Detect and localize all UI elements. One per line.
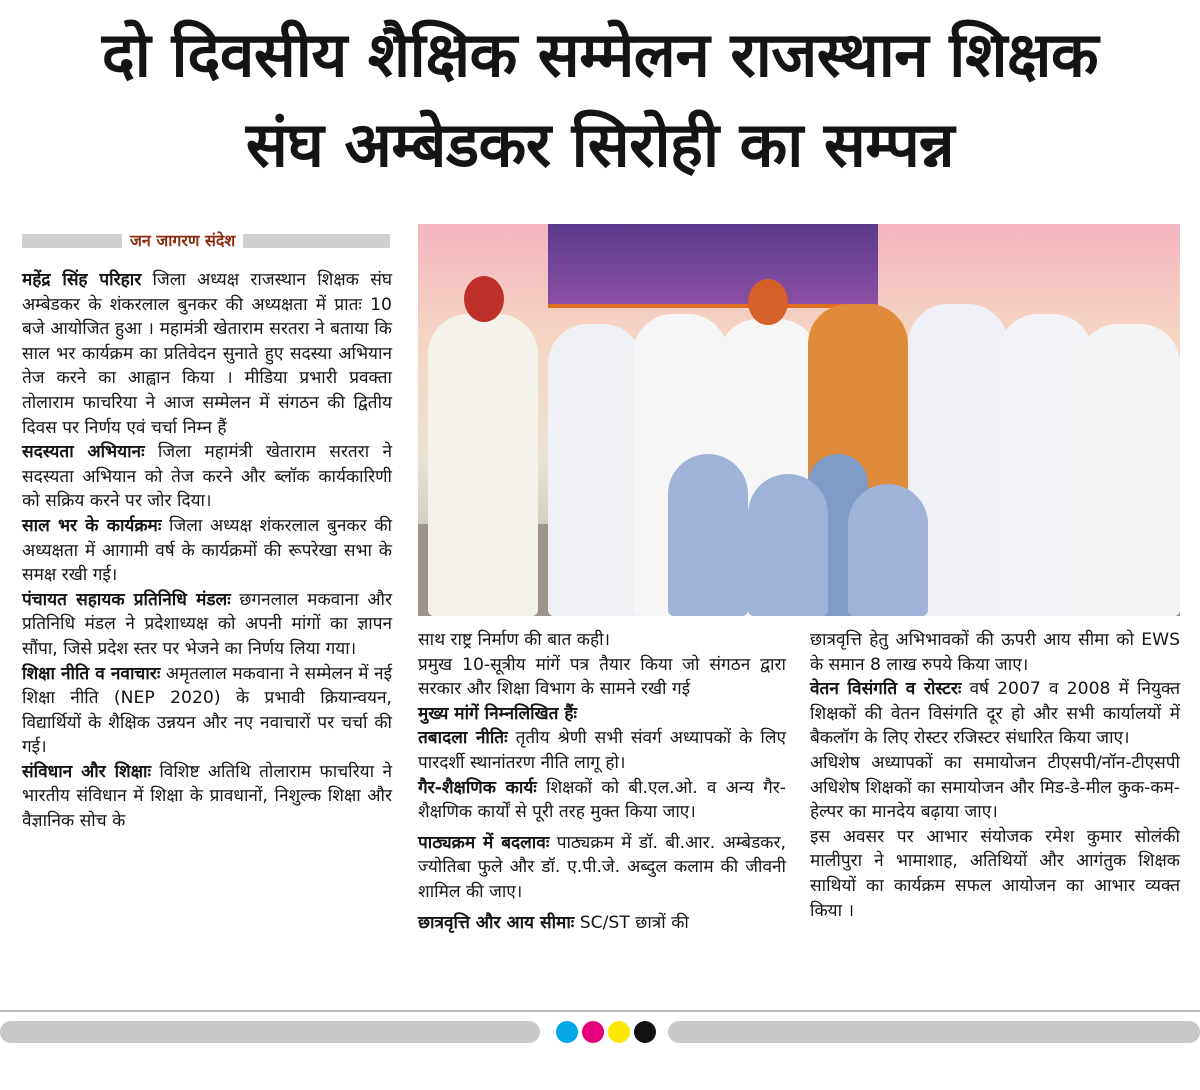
section-text: विशिष्ट अतिथि तोलाराम फाचरिया ने भारतीय संविधान में शिक्षा के प्रावधानों, निशुल्क शिक्षा और वैज्ञानिक सोच के — [22, 761, 392, 832]
paragraph: इस अवसर पर आभार संयोजक रमेश कुमार सोलंकी मालीपुरा ने भामाशाह, अतिथियों और आगंतुक शिक्षक साथियों का कार्यक्रम सफल आयोजन का आभार व्यक्त किया । — [810, 826, 1180, 921]
paragraph: छात्रवृत्ति हेतु अभिभावकों की ऊपरी आय सीमा को EWS के समान 8 लाख रुपये किया जाए। — [810, 630, 1180, 675]
magenta-dot — [582, 1021, 604, 1043]
demand-non-academic-work — [418, 776, 786, 825]
black-dot — [634, 1021, 656, 1043]
yellow-dot — [608, 1021, 630, 1043]
section-text: जिला महामंत्री खेताराम सरतरा ने सदस्यता अभियान को तेज करने और ब्लॉक कार्यकारिणी को सक्रिय करने पर जोर दिया। — [22, 442, 393, 512]
headline-line-2: संघ अम्बेडकर सिरोही का सम्पन्न — [245, 108, 955, 181]
photo-person — [428, 314, 538, 616]
demand-pay-anomaly — [810, 677, 1180, 751]
section-education-policy — [22, 662, 392, 760]
intro-text: जिला अध्यक्ष राजस्थान शिक्षक संघ अम्बेडकर के शंकरलाल बुनकर की अध्यक्षता में प्रातः 10 बजे आयोजित हुआ । महामंत्री खेताराम सरतरा ने बताया कि साल भर कार्यक्रम का प्रतिवेदन सुनाते हुए सदस्या अभियान तेज करने का आह्वान किया । मीडिया प्रभारी प्रवक्ता तोलाराम फाचरिया ने आज सम्मेलन में संगठन की द्वितीय दिवस पर निर्णय एवं चर्चा निम्न हैं — [22, 270, 392, 438]
photo-person — [1078, 324, 1180, 616]
section-text: अमृतलाल मकवाना ने सम्मेलन में नई शिक्षा नीति (NEP 2020) के प्रभावी क्रियान्वयन, विद्यार्थियों के शैक्षिक उन्नयन और नए नवाचारों पर चर्चा की गई। — [22, 663, 393, 758]
section-heading: सदस्यता अभियानः — [22, 442, 145, 463]
source-rule — [22, 231, 390, 250]
section-heading: गैर-शैक्षणिक कार्यः — [418, 777, 537, 798]
photo-banner — [548, 224, 878, 308]
section-heading: वेतन विसंगति व रोस्टरः — [810, 679, 962, 700]
print-registration-strip — [0, 1013, 1200, 1053]
section-heading: तबादला नीतिः — [418, 728, 508, 749]
strip-bar-left — [0, 1021, 540, 1043]
source-label: जन जागरण संदेश — [122, 234, 243, 248]
photo-person — [548, 324, 643, 616]
main-demands-heading: मुख्य मांगें निम्नलिखित हैंः — [418, 703, 577, 724]
section-heading: शिक्षा नीति व नवाचारः — [22, 663, 161, 684]
photo-person — [748, 474, 828, 616]
photo-person — [848, 484, 928, 616]
paragraph: प्रमुख 10-सूत्रीय मांगें पत्र तैयार किया जो संगठन द्वारा सरकार और शिक्षा विभाग के सामने रखी गई — [418, 654, 786, 700]
section-heading: संविधान और शिक्षाः — [22, 761, 151, 782]
strip-bar-right — [668, 1021, 1200, 1043]
paragraph: अधिशेष अध्यापकों का समायोजन टीएसपी/नॉन-टीएसपी अधिशेष शिक्षकों का समायोजन और मिड-डे-मील कुक-कम-हेल्पर का मानदेय बढ़ाया जाए। — [810, 752, 1180, 823]
section-constitution — [22, 760, 392, 834]
intro-paragraph — [22, 268, 392, 440]
headline — [0, 10, 1200, 190]
footer-divider — [0, 1010, 1200, 1012]
section-text: शिक्षकों को बी.एल.ओ. व अन्य गैर-शैक्षणिक कार्यों से पूरी तरह मुक्त किया जाए। — [418, 777, 786, 823]
section-heading: पाठ्यक्रम में बदलावः — [418, 832, 550, 853]
demand-curriculum — [418, 831, 786, 905]
section-heading: पंचायत सहायक प्रतिनिधि मंडलः — [22, 589, 231, 610]
photo-person-head — [748, 279, 788, 325]
section-text: SC/ST छात्रों की — [574, 912, 689, 933]
paragraph: साथ राष्ट्र निर्माण की बात कही। — [418, 630, 611, 650]
article-column-3 — [810, 628, 1180, 923]
section-text: जिला अध्यक्ष शंकरलाल बुनकर की अध्यक्षता में आगामी वर्ष के कार्यक्रमों की रूपरेखा सभा के समक्ष रखी गई। — [22, 515, 392, 586]
reporter-name: महेंद्र सिंह परिहार — [22, 270, 142, 290]
section-panchayat — [22, 588, 392, 662]
photo-person-head — [464, 276, 504, 322]
demand-scholarship — [418, 911, 786, 936]
section-text: तृतीय श्रेणी सभी संवर्ग अध्यापकों के लिए पारदर्शी स्थानांतरण नीति लागू हो। — [418, 728, 786, 773]
section-heading: छात्रवृत्ति और आय सीमाः — [418, 912, 575, 933]
article-column-1 — [22, 268, 392, 834]
demand-transfer-policy — [418, 726, 786, 775]
photo-person — [668, 454, 748, 616]
section-yearly-programs — [22, 514, 392, 588]
article-column-2 — [418, 628, 786, 935]
section-membership — [22, 440, 392, 514]
section-heading: साल भर के कार्यक्रमः — [22, 515, 162, 536]
section-text: वर्ष 2007 व 2008 में नियुक्त शिक्षकों की वेतन विसंगति दूर हो और सभी कार्यालयों में बैकलॉग के लिए रोस्टर रजिस्टर संधारित किया जाए। — [810, 679, 1180, 749]
event-photo — [418, 224, 1180, 616]
section-text: पाठ्यक्रम में डॉ. बी.आर. अम्बेडकर, ज्योतिबा फुले और डॉ. ए.पी.जे. अब्दुल कलाम की जीवनी शामिल की जाए। — [418, 832, 786, 902]
headline-line-1: दो दिवसीय शैक्षिक सम्मेलन राजस्थान शिक्षक — [101, 18, 1099, 91]
cyan-dot — [556, 1021, 578, 1043]
section-text: छगनलाल मकवाना और प्रतिनिधि मंडल ने प्रदेशाध्यक्ष को अपनी मांगों का ज्ञापन सौंपा, जिसे प्रदेश स्तर पर भेजने का निर्णय लिया गया। — [22, 589, 392, 659]
